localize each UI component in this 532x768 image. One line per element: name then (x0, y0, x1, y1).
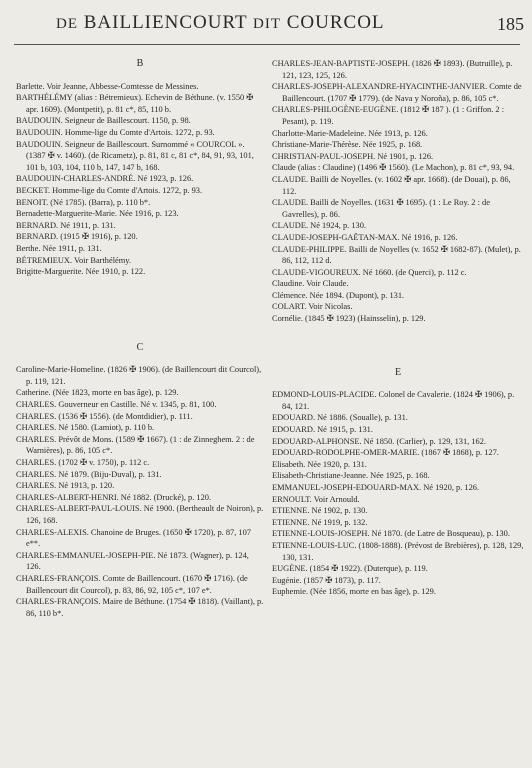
title-dit: DIT (253, 16, 281, 32)
index-entry: EDOUARD. Né 1886. (Soualle), p. 131. (272, 413, 408, 423)
index-entry: EDMOND-LOUIS-PLACIDE. Colonel de Cavalerie. (1824 ✠ 1906), p. 84, 121. (272, 390, 515, 411)
index-entry: CHARLES-ALBERT-HENRI. Né 1882. (Drucké), p. 120. (16, 492, 212, 502)
index-entry: Charlotte-Marie-Madeleine. Née 1913, p. 126. (272, 128, 428, 138)
index-entry: EDOUARD-ALPHONSE. Né 1850. (Carlier), p. 129, 131, 162. (272, 436, 487, 446)
index-entry: ETIENNE-LOUIS-LUC. (1808-1888). (Prévost de Brebières), p. 128, 129, 130, 131. (272, 540, 524, 562)
index-entry: CHARLES-JOSEPH-ALEXANDRE-HYACINTHE-JANVIER. Comte de Baillencourt. (1707 ✠ 1779). (de Nava y Noroña), p. 86, 105 c*. (272, 82, 522, 103)
index-entry: Elisabeth-Christiane-Jeanne. Née 1925, p. 168. (272, 471, 430, 481)
page-number: 185 (497, 14, 524, 34)
index-entry: CHARLES. Prévôt de Mons. (1589 ✠ 1667). (1 : de Zinneghem. 2 : de Warnières), p. 86, 105 c*. (16, 434, 255, 456)
index-entry: CHARLES-PHILOGÈNE-EUGÈNE. (1812 ✠ 187 ). (1 : Griffon. 2 : Pesant), p. 119. (272, 105, 505, 126)
section-b-entries (16, 81, 264, 278)
index-entry: EDOUARD. Né 1915, p. 131. (272, 425, 373, 435)
index-entry: EMMANUEL-JOSEPH-EDOUARD-MAX. Né 1920, p. 126. (272, 483, 480, 492)
section-letter-c: C (136, 341, 144, 353)
running-title (56, 12, 385, 34)
index-entry: EUGÈNE. (1854 ✠ 1922). (Duterque), p. 119. (272, 564, 428, 574)
index-entry: Claudine. Voir Claude. (272, 279, 349, 289)
index-entry: ETIENNE-LOUIS-JOSEPH. Né 1870. (de Latre de Bosqueau), p. 130. (272, 529, 510, 539)
index-entry: BENOIT. (Né 1785). (Barra), p. 110 b*. (16, 197, 151, 207)
header-rule (14, 44, 520, 45)
index-entry: ERNOULT. Voir Arnould. (272, 494, 360, 504)
index-entry: EDOUARD-RODOLPHE-OMER-MARIE. (1867 ✠ 1868), p. 127. (272, 448, 499, 458)
index-entry: Berthe. Née 1911, p. 131. (16, 243, 102, 253)
index-entry: CHARLES. Né 1913, p. 120. (16, 481, 115, 491)
index-entry: Catherine. (Née 1823, morte en bas âge), p. 129. (16, 388, 179, 398)
index-entry: CLAUDE. Bailli de Noyelles. (1631 ✠ 1695). (1 : Le Roy. 2 : de Gavrelles), p. 86. (272, 198, 490, 219)
index-entry: CHARLES. (1702 ✠ v. 1750), p. 112 c. (16, 458, 150, 468)
index-entry: BAUDOUIN. Seigneur de Baillescourt. Surnommé « COURCOL ». (1387 ✠ v. 1460). (de Ricametz), p. 81, 81 c, 81 c*, 84, 91, 93, 101, 101 b, 103, 104, 110 b, 147, 147 b, 168. (16, 139, 254, 172)
index-entry: CHARLES. Né 1580. (Lamiot), p. 110 b. (16, 423, 155, 433)
section-letter-b: B (136, 58, 144, 69)
index-entry: CHARLES-ALEXIS. Chanoine de Bruges. (1650 ✠ 1720), p. 87, 107 e**. (16, 527, 251, 549)
index-entry: Eugénie. (1857 ✠ 1873), p. 117. (272, 575, 381, 585)
index-entry: Brigitte-Marguerite. Née 1910, p. 122. (16, 267, 146, 277)
index-entry: BERNARD. (1915 ✠ 1916), p. 120. (16, 232, 138, 242)
index-entry: CHARLES-FRANÇOIS. Maire de Béthune. (1754 ✠ 1818). (Vaillant), p. 86, 110 b*. (16, 597, 264, 618)
title-name2: COURCOL (286, 12, 385, 33)
index-entry: CLAUDE-JOSEPH-GAËTAN-MAX. Né 1916, p. 126. (272, 232, 458, 242)
index-entry: Clémence. Née 1894. (Dupont), p. 131. (272, 290, 405, 300)
index-entry: Caroline-Marie-Homeline. (1826 ✠ 1906). (de Baillencourt dit Courcol), p. 119, 121. (16, 365, 262, 386)
index-entry: ETIENNE. Né 1902, p. 130. (272, 506, 368, 516)
index-entry: Cornélie. (1845 ✠ 1923) (Hainsselin), p. 129. (272, 314, 426, 324)
running-header (0, 8, 532, 36)
index-entry: CLAUDE-PHILIPPE. Bailli de Noyelles (v. 1652 ✠ 1682-87). (Mulet), p. 86, 112, 112 d. (272, 244, 521, 266)
section-c-continued-entries (272, 58, 524, 325)
index-entry: Claude (alias : Claudine) (1496 ✠ 1560). (Le Machon), p. 81 c*, 93, 94. (272, 163, 515, 173)
index-entry: BARTHÉLÉMY (alias : Bétremieux). Echevin de Béthune. (v. 1550 ✠ apr. 1609). (Montpetit), p. 81 c*, 85, 110 b. (16, 93, 254, 114)
section-c-entries (16, 364, 264, 619)
index-entry: BAUDOUIN-CHARLES-ANDRÉ. Né 1923, p. 126. (16, 174, 194, 184)
index-entry: BECKET. Homme-lige du Comte d'Artois. 1272, p. 93. (16, 185, 203, 195)
index-entry: BAUDOUIN. Homme-lige du Comte d'Artois. 1272, p. 93. (16, 127, 215, 137)
index-entry: CHARLES-FRANÇOIS. Comte de Baillencourt. (1670 ✠ 1716). (de Baillencourt dit Courcol), p. 83, 86, 92, 105 c*, 107 e*. (16, 573, 248, 595)
section-letter-e: E (394, 366, 402, 378)
index-entry: CLAUDE. Né 1924, p. 130. (272, 221, 366, 231)
index-entry: CHARLES. Gouverneur en Castille. Né v. 1345, p. 81, 100. (16, 400, 217, 410)
section-spacer (272, 325, 524, 367)
index-entry: CHARLES-JEAN-BAPTISTE-JOSEPH. (1826 ✠ 1893). (Butruille), p. 121, 123, 125, 126. (272, 59, 513, 80)
index-entry: CHARLES-ALBERT-PAUL-LOUIS. Né 1900. (Bertheault de Noiron), p. 126, 168. (16, 504, 264, 525)
index-entry: CHARLES. Né 1879. (Biju-Duval), p. 131. (16, 469, 162, 479)
title-name: BAILLIENCOURT (83, 12, 248, 33)
index-entry: BÉTREMIEUX. Voir Barthélémy. (16, 255, 131, 265)
index-entry: BERNARD. Né 1911, p. 131. (16, 220, 116, 230)
index-entry: CLAUDE-VIGOUREUX. Né 1660. (de Querci), p. 112 c. (272, 267, 467, 277)
title-de: DE (56, 16, 78, 32)
index-entry: Barlette. Voir Jeanne, Abbesse-Comtesse de Messines. (16, 81, 199, 91)
index-entry: CHARLES. (1536 ✠ 1556). (de Montdidier), p. 111. (16, 411, 193, 421)
index-entry: CLAUDE. Bailli de Noyelles. (v. 1602 ✠ apr. 1668). (de Douai), p. 86, 112. (272, 174, 511, 196)
index-entry: CHARLES-EMMANUEL-JOSEPH-PIE. Né 1873. (Wagner), p. 124, 126. (16, 550, 249, 572)
left-column (16, 58, 264, 619)
section-spacer (16, 278, 264, 342)
right-column (272, 58, 524, 598)
index-entry: ETIENNE. Né 1919, p. 132. (272, 517, 368, 527)
index-entry: COLART. Voir Nicolas. (272, 302, 353, 312)
index-entry: Elisabeth. Née 1920, p. 131. (272, 459, 367, 469)
index-entry: Bernadette-Marguerite-Marie. Née 1916, p. 123. (16, 209, 179, 219)
index-entry: Christiane-Marie-Thérèse. Née 1925, p. 168. (272, 140, 423, 150)
index-entry: BAUDOUIN. Seigneur de Baillescourt. 1150, p. 98. (16, 116, 191, 126)
section-e-entries (272, 389, 524, 598)
index-entry: CHRISTIAN-PAUL-JOSEPH. Né 1901, p. 126. (272, 151, 434, 161)
index-entry: Euphemie. (Née 1856, morte en bas âge), p. 129. (272, 587, 436, 597)
